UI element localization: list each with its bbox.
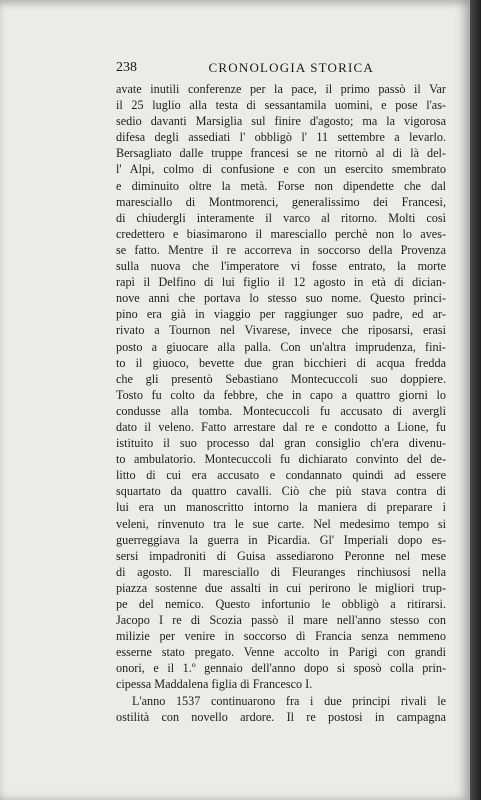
text-line: L'anno 1537 continuarono fra i due principi rivali le xyxy=(132,693,446,708)
text-line: pino era già in viaggio per raggiunger suo padre, ed ar- xyxy=(116,307,446,322)
text-line: avate inutili conferenze per la pace, il primo passò il Var xyxy=(116,82,446,96)
text-line: litto di cui era accusato e condannato quindi ad essere xyxy=(116,468,446,483)
text-line: istituito il suo processo dal gran consiglio ch'era divenu- xyxy=(116,436,446,451)
page-header xyxy=(116,60,374,80)
text-line: maresciallo di Montmorenci, generalissimo dei Francesi, xyxy=(116,194,446,209)
text-line: squartato da quattro cavalli. Ciò che più stava contra di xyxy=(116,484,446,499)
text-line: ostilità con novello ardore. Il re postosi in campagna xyxy=(116,709,446,724)
text-line: se fatto. Mentre il re accorreva in soccorso della Provenza xyxy=(116,242,446,257)
text-line: sulla nuova che l'imperatore vi fosse entrato, la morte xyxy=(116,259,446,274)
text-line: Bersagliato dalle truppe francesi se ne ritornò al di là del- xyxy=(116,146,446,161)
text-line: credettero e biasimarono il maresciallo perchè non lo aves- xyxy=(116,226,446,241)
text-line: pe del nemico. Questo infortunio le obbligò a ritirarsi. xyxy=(116,597,446,611)
text-line: l' Alpi, colmo di confusione e con un esercito smembrato xyxy=(116,162,446,177)
text-line: esserne stato pregato. Venne accolto in Parigi con grandi xyxy=(116,645,446,660)
text-line: to il giuoco, bevette due gran bicchieri di acqua fredda xyxy=(116,355,446,370)
text-line: sedio davanti Marsiglia sul finire d'agosto; ma la vigorosa xyxy=(116,114,446,129)
running-title: CRONOLOGIA STORICA xyxy=(208,60,374,75)
text-line: to ambulatorio. Montecuccoli fu dichiarato convinto del de- xyxy=(116,452,446,467)
text-line: di agosto. Il maresciallo di Fleuranges rinchiusosi nella xyxy=(116,564,446,579)
text-line: nove anni che portava lo stesso suo nome. Questo princi- xyxy=(116,291,446,306)
page-edge-shadow xyxy=(470,0,481,800)
text-line: guerreggiava la guerra in Picardia. Gl' Imperiali dopo es- xyxy=(116,532,446,547)
text-line: veleni, rinvenuto tra le sue carte. Nel medesimo tempo si xyxy=(116,516,446,531)
text-line: onori, e il 1.º gennaio dell'anno dopo si sposò colla prin- xyxy=(116,661,446,676)
text-line: rapì il Delfino di lui figlio il 12 agosto in età di dician- xyxy=(116,275,446,290)
text-line: Tosto fu colto da febbre, che in capo a quattro giorni lo xyxy=(116,387,446,402)
text-line: di chiudergli interamente il varco al ritorno. Molti così xyxy=(116,210,446,225)
text-line: difesa degli assediati l' obbligò l' 11 settembre a levarlo. xyxy=(116,130,446,145)
text-line: rivato a Tournon nel Vivarese, invece che riposarsi, erasi xyxy=(116,323,446,338)
text-line: lui era un manoscritto intorno la maniera di preparare i xyxy=(116,500,446,515)
text-line: posto a giuocare alla palla. Con un'altra imprudenza, fini- xyxy=(116,339,446,354)
text-line: che gli presentò Sebastiano Montecuccoli suo doppiere. xyxy=(116,371,446,386)
text-line: condusse alla tomba. Montecuccoli fu accusato di avergli xyxy=(116,403,446,418)
text-line: il 25 luglio alla testa di sessantamila uomini, e pose l'as- xyxy=(116,98,446,113)
text-line: piazza sostenne due assalti in cui perirono le migliori trup- xyxy=(116,580,446,595)
text-line: dato il veleno. Fatto arrestare dal re e condotto a Lione, fu xyxy=(116,419,446,434)
text-line: Jacopo I re di Scozia passò il mare nell'anno stesso con xyxy=(116,613,446,628)
text-line: e diminuito oltre la metà. Forse non dipendette che dal xyxy=(116,178,446,193)
body-text xyxy=(116,81,446,725)
text-line: sersi impadroniti di Guisa assediarono Peronne nel mese xyxy=(116,548,446,563)
text-line: milizie per venire in soccorso di Francia senza nemmeno xyxy=(116,629,446,644)
text-line: cipessa Maddalena figlia di Francesco I. xyxy=(116,677,313,692)
page-number: 238 xyxy=(116,60,137,75)
